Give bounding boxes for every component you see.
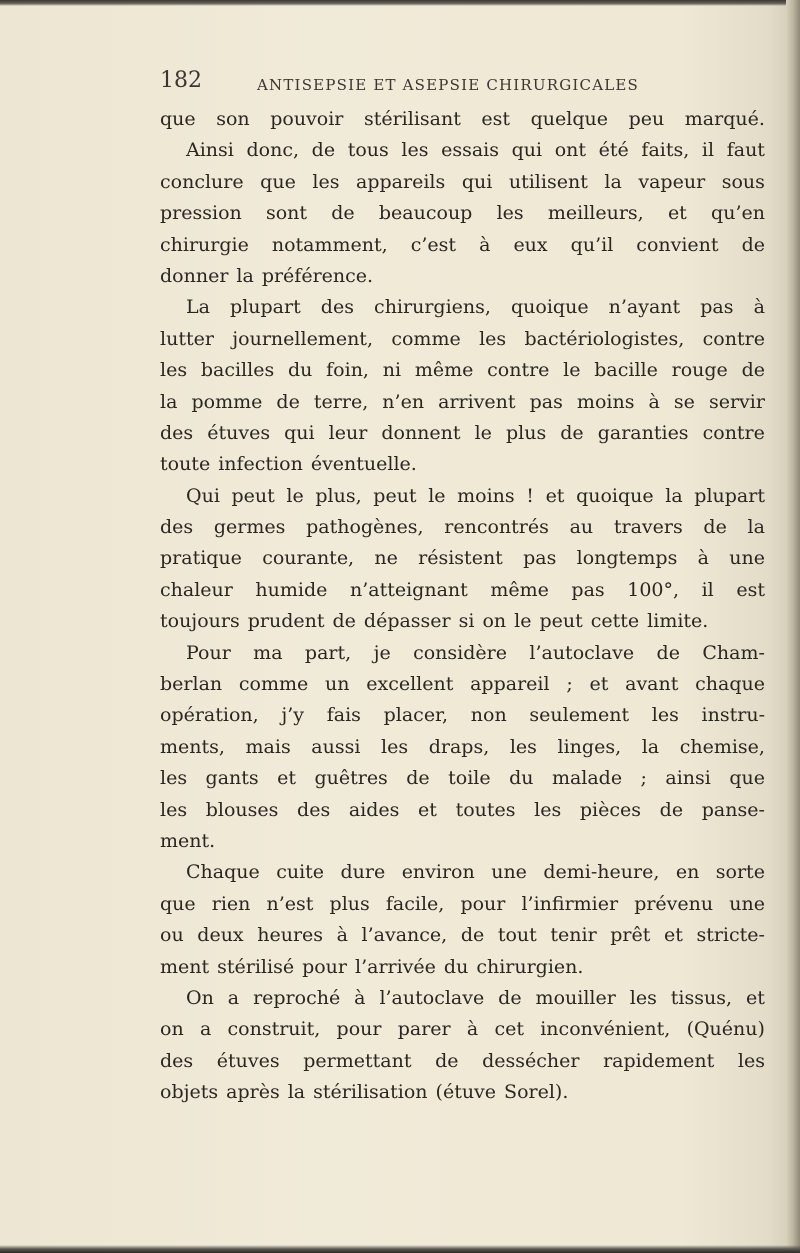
text-line: ou deux heures à l’avance, de tout tenir prêt et stricte-	[160, 924, 765, 947]
text-line: pression sont de beaucoup les meilleurs, et qu’en	[160, 202, 765, 225]
text-line: les bacilles du foin, ni même contre le bacille rouge de	[160, 359, 765, 382]
text-line: ment stérilisé pour l’arrivée du chirurgien.	[160, 955, 584, 978]
text-line: toujours prudent de dépasser si on le peut cette limite.	[160, 610, 709, 633]
text-line: chaleur humide n’atteignant même pas 100°, il est	[160, 578, 765, 601]
text-line: les blouses des aides et toutes les pièces de panse-	[160, 798, 765, 821]
text-line: des germes pathogènes, rencontrés au travers de la	[160, 516, 765, 539]
text-line: ments, mais aussi les draps, les linges, la chemise,	[160, 735, 765, 758]
page-bottom-edge	[0, 1245, 800, 1253]
text-line: objets après la stérilisation (étuve Sorel).	[160, 1081, 569, 1104]
body-text	[160, 104, 765, 1109]
running-head	[160, 68, 760, 102]
text-line: chirurgie notamment, c’est à eux qu’il convient de	[160, 233, 765, 256]
text-line: ment.	[160, 829, 216, 852]
text-line: toute infection éventuelle.	[160, 453, 417, 476]
text-line: donner la préférence.	[160, 264, 374, 287]
text-line: des étuves permettant de dessécher rapidement les	[160, 1049, 765, 1072]
text-line: La plupart des chirurgiens, quoique n’ayant pas à	[186, 296, 765, 319]
text-line: Pour ma part, je considère l’autoclave de Cham-	[186, 641, 765, 664]
page-binding-edge	[786, 0, 800, 1253]
page-top-edge	[0, 0, 800, 6]
text-line: opération, j’y fais placer, non seulement les instru-	[160, 704, 765, 727]
text-line: que rien n’est plus facile, pour l’infirmier prévenu une	[160, 892, 765, 915]
text-line: la pomme de terre, n’en arrivent pas moins à se servir	[160, 390, 765, 413]
text-line: Chaque cuite dure environ une demi-heure, en sorte	[186, 861, 765, 884]
text-line: Qui peut le plus, peut le moins ! et quoique la plupart	[186, 484, 765, 507]
text-line: on a construit, pour parer à cet inconvénient, (Quénu)	[160, 1018, 765, 1041]
text-line: conclure que les appareils qui utilisent la vapeur sous	[160, 170, 765, 193]
text-line: On a reproché à l’autoclave de mouiller les tissus, et	[186, 986, 765, 1009]
text-line: Ainsi donc, de tous les essais qui ont été faits, il faut	[186, 139, 765, 162]
text-line: les gants et guêtres de toile du malade ; ainsi que	[160, 767, 765, 790]
text-line: que son pouvoir stérilisant est quelque peu marqué.	[160, 108, 765, 130]
running-title: ANTISEPSIE ET ASEPSIE CHIRURGICALES	[257, 76, 640, 94]
text-line: berlan comme un excellent appareil ; et avant chaque	[160, 673, 765, 696]
text-line: des étuves qui leur donnent le plus de garanties contre	[160, 421, 765, 444]
page-number: 182	[160, 68, 202, 93]
text-line: pratique courante, ne résistent pas longtemps à une	[160, 547, 765, 570]
text-line: lutter journellement, comme les bactériologistes, contre	[160, 327, 765, 350]
